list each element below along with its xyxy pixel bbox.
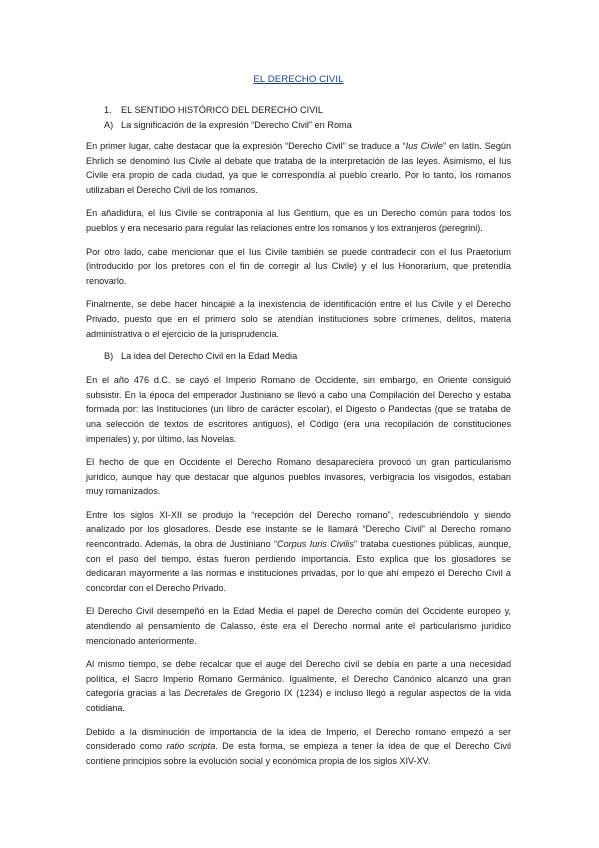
- text-run: En primer lugar, cabe destacar que la expresión “Derecho Civil” se traduce a “: [86, 141, 406, 151]
- text-run: . De esta forma, se empieza a tener la idea de que el Derecho Civil contiene principios sobre la evolución social y económica propia de los siglos XIV-XV.: [86, 741, 511, 766]
- paragraph-a2: En añadidura, el Ius Civile se contraponía al Ius Gentium, que es un Derecho común para todos los pueblos y era necesario para regular las relaciones entre los romanos y los extranjeros (peregrini).: [86, 208, 511, 233]
- section-label: EL SENTIDO HISTÓRICO DEL DERECHO CIVIL: [121, 105, 323, 115]
- section-number: 1.: [104, 105, 112, 115]
- section-heading-1: [86, 104, 511, 117]
- paragraph-a1: [86, 139, 511, 197]
- subsection-letter: A): [104, 120, 114, 130]
- italic-term: Ius Civile: [405, 141, 443, 151]
- subsection-heading-a: [86, 119, 511, 132]
- paragraph-b4: El Derecho Civil desempeñó en la Edad Media el papel de Derecho común del Occidente europeo y, atendiendo al pensamiento de Calasso, éste era el Derecho normal ante el particularismo jurídico mencionado anteriormente.: [86, 606, 511, 646]
- subsection-label: La significación de la expresión “Derecho Civil” en Roma: [121, 120, 352, 130]
- text-run: Al mismo tiempo, se debe recalcar que el auge del Derecho civil se debía en parte a una necesidad política, el Sacro Imperio Romano Germánico. Igualmente, el Derecho Canónico alcanzó una gran categoría gracias a las: [86, 659, 511, 699]
- paragraph-a3: Por otro lado, cabe mencionar que el Ius Civile también se puede contradecir con el Ius Praetorium (introducido por los pretores con el fin de corregir al Ius Civile) y el Ius Honorarium, que pretendía renovarlo.: [86, 246, 511, 286]
- text-run: ” en latín. Según Ehrlich se denominó Ius Civile al debate que trataba de la interpretación de las leyes. Asimismo, el Ius Civile era propio de cada ciudad, ya que le correspondía al pueblo crearlo. Por lo tanto, los romanos utilizaban el Derecho Civil de los romanos.: [86, 141, 512, 195]
- paragraph-b3: [86, 508, 511, 596]
- subsection-letter: B): [104, 351, 114, 362]
- italic-term: Decretales: [184, 688, 228, 699]
- paragraph-b1: En el año 476 d.C. se cayó el Imperio Romano de Occidente, sin embargo, en Oriente consiguió subsistir. En la época del emperador Justiniano se llevó a cabo una Compilación del Derecho y estaba formada por: las Instituciones (un libro de carácter escolar), el Digesto o Pandectas (que se trataba de una selección de textos de escritores antiguos), el Código (era una recopilación de constituciones imperiales) y, por último, las Novelas.: [86, 375, 511, 444]
- paragraph-b6: [86, 725, 511, 769]
- subsection-label: La idea del Derecho Civil en la Edad Media: [121, 351, 298, 362]
- text-run: Debido a la disminución de importancia de la idea de Imperio, el Derecho romano empezó a ser considerado como: [86, 726, 511, 752]
- text-run: ” trataba cuestiones públicas, aunque, con el paso del tiempo, éstas fueron perdiendo importancia. Esto explica que los glosadores se dedicaran mayormente a las normas e instituciones privadas, por lo que ahí empezó el Derecho Civil a concordar con el Derecho Privado.: [86, 539, 512, 593]
- text-run: de Gregorio IX (1234) e incluso llegó a regular aspectos de la vida cotidiana.: [86, 688, 511, 713]
- text-run: Entre los siglos XI-XII se produjo la “recepción del Derecho romano”, redescubriéndolo y siendo analizado por los glosadores. Desde ese instante se le llamará “Derecho Civil” al Derecho romano reencontrado. Además, la obra de Justiniano “: [86, 509, 511, 550]
- paragraph-b5: [86, 657, 511, 715]
- paragraph-b2: El hecho de que en Occidente el Derecho Romano desapareciera provocó un gran particularismo jurídico, aunque hay que destacar que algunos pueblos invasores, verbigracia los visigodos, estaban muy romanizados.: [86, 457, 511, 497]
- document-title: EL DERECHO CIVIL: [253, 74, 344, 85]
- italic-term: ratio scripta: [166, 741, 216, 752]
- italic-term: Corpus Iuris Civilis: [277, 539, 354, 550]
- subsection-heading-b: [86, 350, 511, 363]
- paragraph-a4: Finalmente, se debe hacer hincapié a la inexistencia de identificación entre el Ius Civile y el Derecho Privado, puesto que en el primero solo se atendían instituciones sobre crímenes, delitos, materia administrativa o el ejercicio de la jurisprudencia.: [86, 299, 511, 339]
